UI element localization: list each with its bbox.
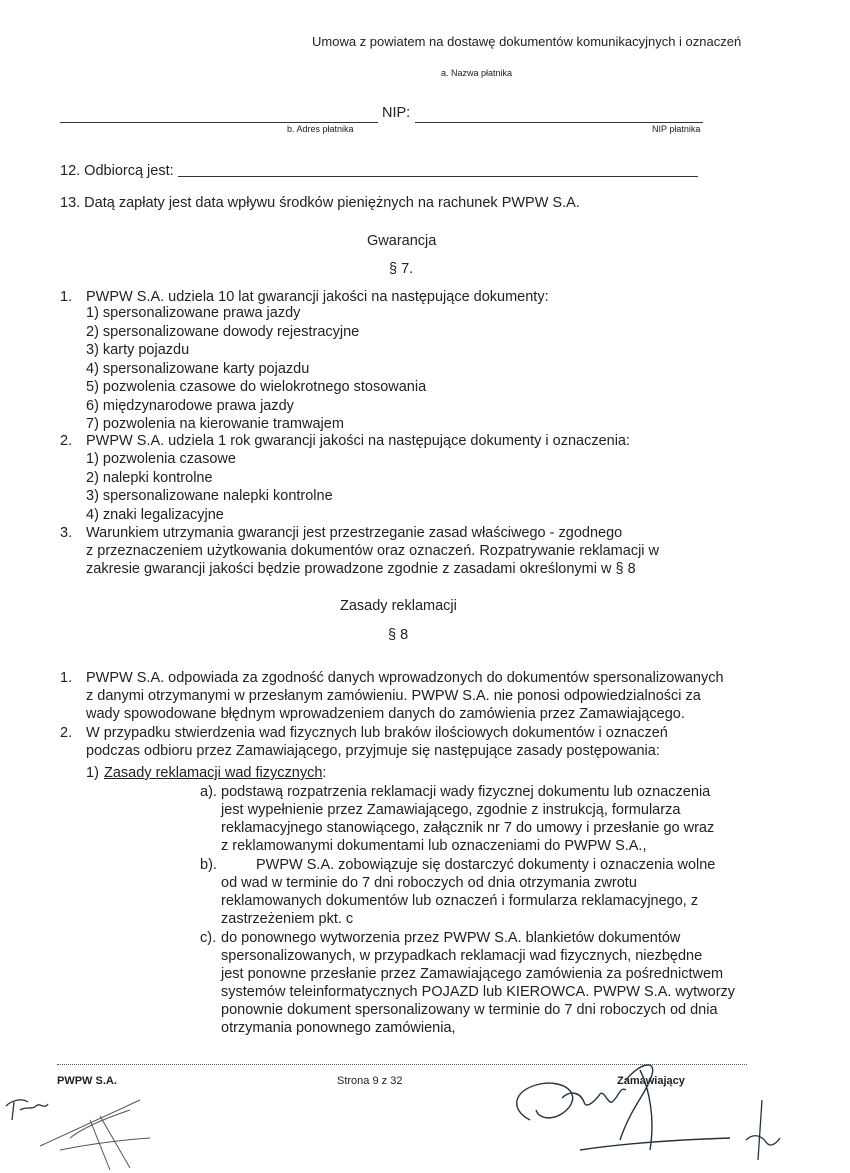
item-text-c	[221, 929, 748, 1037]
list-item: 4) spersonalizowane karty pojazdu	[86, 360, 310, 377]
text-line: zakresie gwarancji jakości będzie prowadzone zgodnie z zasadami określonymi w § 8	[86, 561, 636, 577]
list-item: 1) pozwolenia czasowe	[86, 451, 236, 467]
text-line: jest wypełnienie przez Zamawiającego, zgodnie z instrukcją, formularza	[221, 802, 681, 818]
sub-number: 1)	[86, 765, 99, 781]
text-line: systemów teleinformatycznych POJAZD lub KIEROWCA. PWPW S.A. wytworzy	[221, 984, 736, 1000]
section-heading-reklamacje: Zasady reklamacji	[340, 598, 457, 614]
recipient-line	[178, 176, 698, 177]
paragraph-text	[86, 524, 748, 578]
item-text-a	[221, 783, 748, 855]
text-line: otrzymania ponownego zamówienia,	[221, 1020, 456, 1036]
text-line: PWPW S.A. zobowiązuje się dostarczyć dokumenty i oznaczenia wolne	[256, 857, 716, 873]
sub-title: Zasady reklamacji wad fizycznych	[104, 765, 323, 781]
list-item: 3) karty pojazdu	[86, 342, 190, 358]
text-line: podczas odbioru przez Zamawiającego, przyjmuje się następujące zasady postępowania:	[86, 743, 660, 759]
text-line: do ponownego wytworzenia przez PWPW S.A. blankietów dokumentów	[221, 930, 681, 946]
list-number: 1.	[60, 289, 73, 305]
text-line: reklamowanych dokumentów lub oznaczeń i formularza reklamacyjnego, z	[221, 893, 699, 909]
text-line: z danymi otrzymanymi w przesłanym zamówieniu. PWPW S.A. nie ponosi odpowiedzialności za	[86, 688, 701, 704]
list-item: 7) pozwolenia na kierowanie tramwajem	[86, 416, 344, 432]
list-1-year	[86, 450, 333, 524]
sub-colon: :	[322, 765, 327, 781]
text-line: reklamacyjnego stanowiącego, załącznik nr 7 do umowy i przesłanie go wraz	[221, 820, 715, 836]
signature-right-icon	[500, 1050, 790, 1173]
nip-label: NIP:	[382, 105, 411, 121]
text-line: ponownie dokument spersonalizowany w terminie do 7 dni roboczych od dnia	[221, 1002, 718, 1018]
item-text-b	[221, 856, 748, 928]
text-line: podstawą rozpatrzenia reklamacji wady fizycznej dokumentu lub oznaczenia	[221, 784, 711, 800]
list-item: 4) znaki legalizacyjne	[86, 506, 224, 523]
item-12: 12. Odbiorcą jest:	[60, 163, 174, 179]
nip-caption: NIP płatnika	[652, 124, 701, 134]
list-item: 2) spersonalizowane dowody rejestracyjne	[86, 323, 360, 340]
list-10-years	[86, 304, 426, 434]
item-label-a: a).	[200, 784, 217, 800]
text-line: zastrzeżeniem pkt. c	[221, 911, 354, 927]
item-label-c: c).	[200, 930, 217, 946]
document-title: Umowa z powiatem na dostawę dokumentów komunikacyjnych i oznaczeń	[312, 34, 742, 49]
text-line: wady spowodowane błędnym wprowadzeniem danych do zamówienia przez Zamawiającego.	[86, 706, 685, 722]
text-line: jest ponowne przesłanie przez Zamawiającego zamówienia za pośrednictwem	[221, 966, 724, 982]
item-13: 13. Datą zapłaty jest data wpływu środków pieniężnych na rachunek PWPW S.A.	[60, 195, 580, 211]
list-item: 3) spersonalizowane nalepki kontrolne	[86, 488, 333, 504]
paragraph-text	[86, 724, 748, 760]
payer-address-label: b. Adres płatnika	[287, 124, 354, 134]
payer-name-label: a. Nazwa płatnika	[441, 68, 513, 78]
footer-right: Zamawiający	[617, 1075, 685, 1087]
list-item: 1) spersonalizowane prawa jazdy	[86, 305, 301, 321]
paragraph-text	[86, 669, 748, 723]
list-number: 1.	[60, 670, 73, 686]
payer-address-line	[60, 122, 378, 123]
sub-heading	[104, 764, 326, 782]
text-line: Warunkiem utrzymania gwarancji jest przestrzeganie zasad właściwego - zgodnego	[86, 525, 623, 541]
list-item: 5) pozwolenia czasowe do wielokrotnego stosowania	[86, 379, 427, 395]
paragraph-text: PWPW S.A. udziela 10 lat gwarancji jakości na następujące dokumenty:	[86, 289, 549, 305]
list-item: 2) nalepki kontrolne	[86, 469, 213, 486]
text-line: spersonalizowanych, w przypadkach reklamacji wad fizycznych, niezbędne	[221, 948, 703, 964]
paragraph-text: PWPW S.A. udziela 1 rok gwarancji jakości na następujące dokumenty i oznaczenia:	[86, 433, 631, 449]
text-line: od wad w terminie do 7 dni roboczych od dnia otrzymania zwrotu	[221, 875, 637, 891]
nip-line	[415, 122, 703, 123]
section-number-7: § 7.	[389, 261, 414, 277]
item-label-b: b).	[200, 857, 217, 873]
section-number-8: § 8	[388, 627, 409, 643]
list-item: 6) międzynarodowe prawa jazdy	[86, 397, 294, 414]
text-line: W przypadku stwierdzenia wad fizycznych lub braków ilościowych dokumentów i oznaczeń	[86, 725, 668, 741]
footer-left: PWPW S.A.	[57, 1075, 117, 1087]
list-number: 3.	[60, 525, 73, 541]
list-number: 2.	[60, 433, 73, 449]
text-line: z reklamowanymi dokumentami lub oznaczeniami do PWPW S.A.,	[221, 838, 647, 854]
list-number: 2.	[60, 725, 73, 741]
text-line: PWPW S.A. odpowiada za zgodność danych wprowadzonych do dokumentów spersonalizowanych	[86, 670, 724, 686]
footer-page-number: Strona 9 z 32	[337, 1075, 403, 1087]
text-line: z przeznaczeniem użytkowania dokumentów oraz oznaczeń. Rozpatrywanie reklamacji w	[86, 543, 660, 559]
section-heading-gwarancja: Gwarancja	[367, 233, 437, 249]
signature-left-icon	[0, 1080, 180, 1173]
